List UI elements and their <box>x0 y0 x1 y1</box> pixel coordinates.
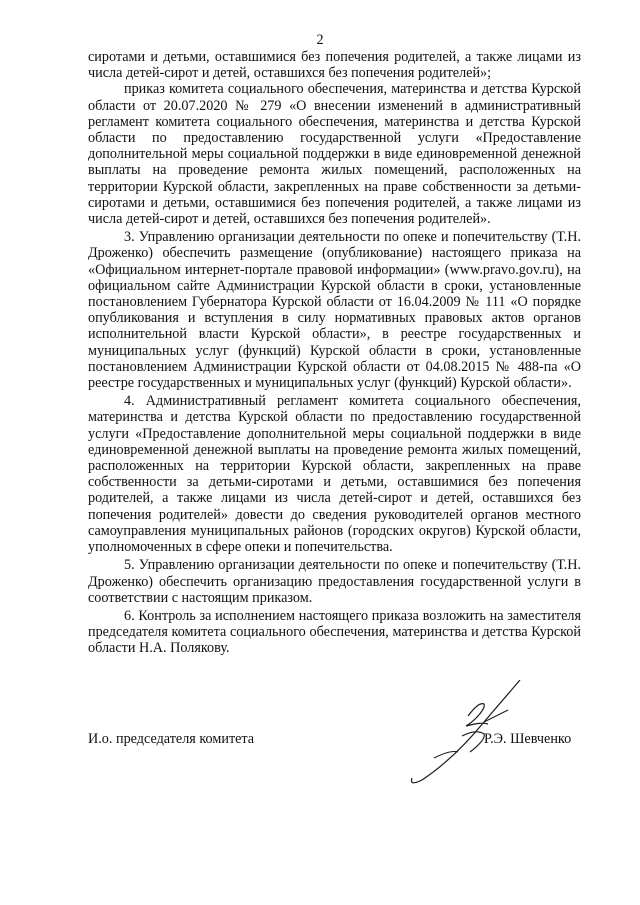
document-body <box>88 49 581 657</box>
page-number: 2 <box>316 32 324 48</box>
paragraph-item-5: 5. Управлению организации деятельности по опеке и попечительству (Т.Н. Дроженко) обеспечить организацию предоставления государственной услуги в соответствии с настоящим приказом. <box>88 557 581 606</box>
signatory-position: И.о. председателя комитета <box>88 731 255 747</box>
paragraph-order-reference: приказ комитета социального обеспечения, материнства и детства Курской области от 20.07.2020 № 279 «О внесении изменений в административный регламент комитета социального обеспечения, материнства и детства Курской области по предоставлению государственной услуги «Предоставление дополнительной меры социальной поддержки в виде единовременной денежной выплаты на проведение ремонта жилых помещений, расположенных на территории Курской области, закрепленных на праве собственности за детьми-сиротами и детьми, оставшимися без попечения родителей, а также лицами из числа детей-сирот и детей, оставшихся без попечения родителей». <box>88 81 581 228</box>
paragraph-item-3: 3. Управлению организации деятельности по опеке и попечительству (Т.Н. Дроженко) обеспечить размещение (опубликование) настоящего приказа на «Официальном интернет-портале правовой информации» (www.pravo.gov.ru), на официальном сайте Администрации Курской области в сроки, установленные постановлением Губернатора Курской области от 16.04.2009 № 111 «О порядке опубликования и вступления в силу нормативных правовых актов органов исполнительной власти Курской области», в реестре государственных и муниципальных услуг (функций) Курской области в сроки, установленные постановлением Администрации Курской области от 04.08.2015 № 488-па «О реестре государственных и муниципальных услуг (функций) Курской области». <box>88 229 581 392</box>
paragraph-item-6: 6. Контроль за исполнением настоящего приказа возложить на заместителя председателя комитета социального обеспечения, материнства и детства Курской области Н.А. Полякову. <box>88 607 581 657</box>
paragraph-continuation: сиротами и детьми, оставшимися без попечения родителей, а также лицами из числа детей-сирот и детей, оставшихся без попечения родителей»; <box>88 49 581 82</box>
signatory-name: Р.Э. Шевченко <box>484 731 572 747</box>
paragraph-item-4: 4. Административный регламент комитета социального обеспечения, материнства и детства Курской области по предоставлению государственной услуги «Предоставление дополнительной меры социальной поддержки в виде единовременной денежной выплаты на проведение ремонта жилых помещений, расположенных на территории Курской области, закрепленных на праве собственности за детьми-сиротами и детьми, оставшимися без попечения родителей, а также лицами из числа детей-сирот и детей, оставшихся без попечения родителей» довести до сведения руководителей органов местного самоуправления муниципальных районов (городских округов) Курской области, уполномоченных в сфере опеки и попечительства. <box>88 393 581 556</box>
